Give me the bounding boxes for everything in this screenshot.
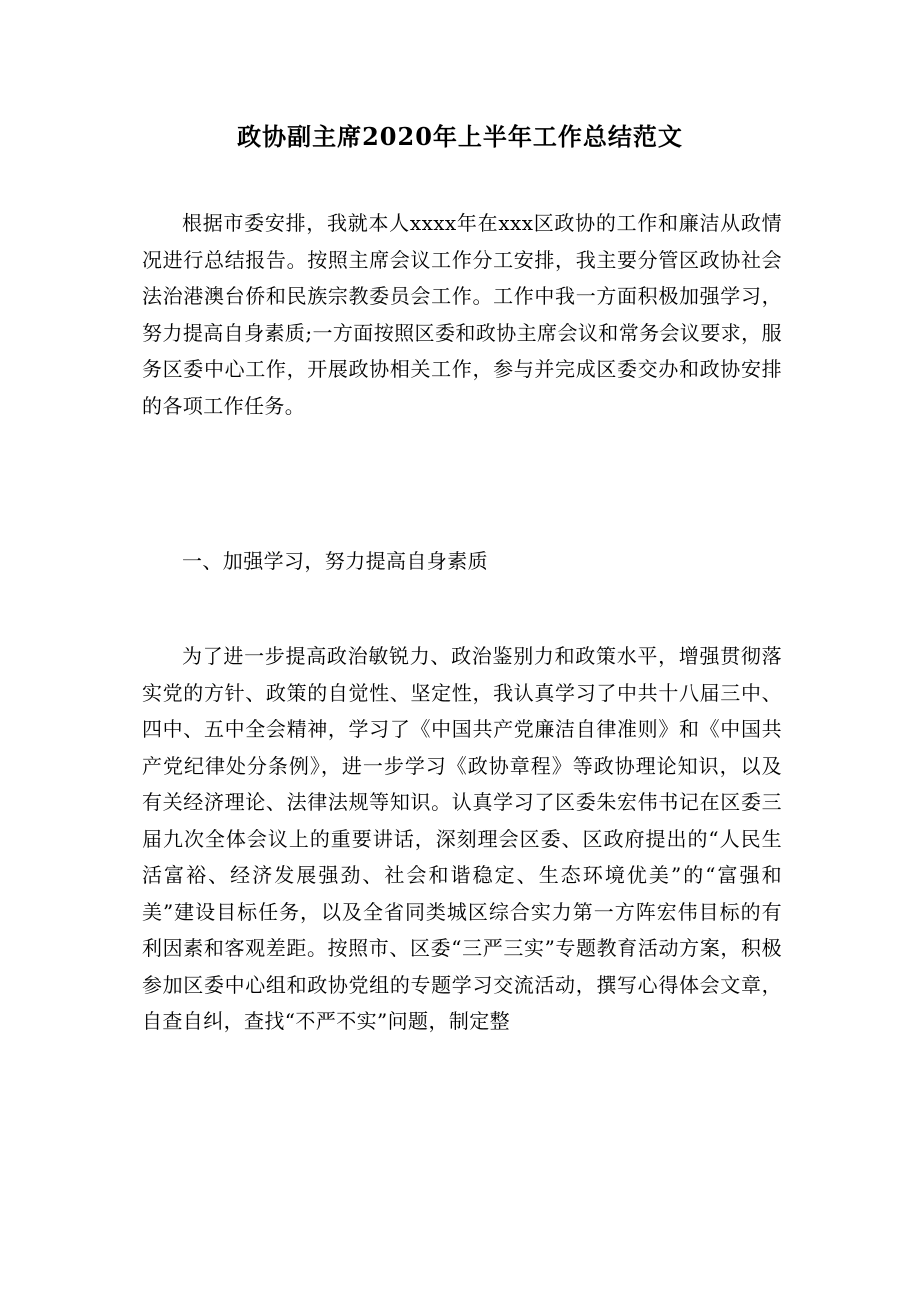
document-title: 政协副主席2020年上半年工作总结范文 xyxy=(237,122,683,151)
section-heading-1: 一、加强学习，努力提高自身素质 xyxy=(182,549,488,573)
paragraph-study: 为了进一步提高政治敏锐力、政治鉴别力和政策水平，增强贯彻落实党的方针、政策的自觉性、坚定性，我认真学习了中共十八届三中、四中、五中全会精神，学习了《中国共产党廉洁自律准则》和《中国共产党纪律处分条例》，进一步学习《政协章程》等政协理论知识，以及有关经济理论、法律法规等知识。认真学习了区委朱宏伟书记在区委三届九次全体会议上的重要讲话，深刻理会区委、区政府提出的“人民生活富裕、经济发展强劲、社会和谐稳定、生态环境优美”的“富强和美”建设目标任务，以及全省同类城区综合实力第一方阵宏伟目标的有利因素和客观差距。按照市、区委“三严三实”专题教育活动方案，积极参加区委中心组和政协党组的专题学习交流活动，撰写心得体会文章，自查自纠，查找“不严不实”问题，制定整 xyxy=(142,644,782,1033)
paragraph-intro: 根据市委安排，我就本人xxxx年在xxx区政协的工作和廉洁从政情况进行总结报告。按照主席会议工作分工安排，我主要分管区政协社会法治港澳台侨和民族宗教委员会工作。工作中我一方面积极加强学习，努力提高自身素质;一方面按照区委和政协主席会议和常务会议要求，服务区委中心工作，开展政协相关工作，参与并完成区委交办和政协安排的各项工作任务。 xyxy=(142,211,782,418)
